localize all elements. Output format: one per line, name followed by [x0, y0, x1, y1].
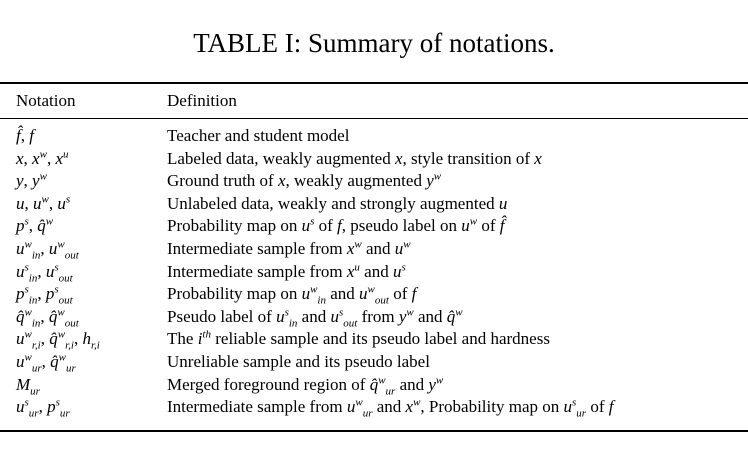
header-rule [0, 118, 748, 119]
definition-cell: Intermediate sample from $x^u$ and $u^s$ [167, 260, 406, 281]
table-row [0, 262, 748, 285]
notation-cell: y, $y^w$ [16, 170, 47, 191]
notation-cell: $p^s_{in}$, $p^s_{out}$ [16, 283, 73, 307]
table-row [0, 216, 748, 239]
definition-cell: Unlabeled data, weakly and strongly augmented u [167, 193, 508, 213]
notation-table-body [0, 126, 748, 420]
notation-cell: u, $u^w$, $u^s$ [16, 193, 71, 213]
notation-cell: q̂$^w_{in}$, q̂$^w_{out}$ [16, 306, 79, 330]
definition-cell: Intermediate sample from $u^w_{ur}$ and $x^w$, Probability map on $u^s_{ur}$ of f [167, 396, 614, 420]
notation-cell: $u^s_{ur}$, $p^s_{ur}$ [16, 396, 70, 420]
notation-cell: $M_{ur}$ [16, 374, 40, 397]
table-row [0, 284, 748, 307]
bottom-rule [0, 430, 748, 432]
notation-cell: $u^w_{r,i}$, q̂$^w_{r,i}$, $h_{r,i}$ [16, 328, 100, 352]
definition-cell: Labeled data, weakly augmented x, style transition of x [167, 148, 542, 168]
table-row [0, 352, 748, 375]
notation-cell: $u^w_{in}$, $u^w_{out}$ [16, 238, 79, 262]
definition-cell: The $i^{th}$ reliable sample and its pseudo label and hardness [167, 328, 550, 349]
notation-header: Notation [16, 91, 76, 110]
table-row [0, 194, 748, 217]
definition-cell: Teacher and student model [167, 126, 350, 145]
table-row [0, 149, 748, 172]
definition-cell: Merged foreground region of q̂$^w_{ur}$ and $y^w$ [167, 373, 444, 397]
definition-cell: Unreliable sample and its pseudo label [167, 351, 430, 371]
notation-cell: f̂, f [16, 126, 34, 145]
table-row [0, 307, 748, 330]
table-row [0, 239, 748, 262]
definition-header: Definition [167, 91, 237, 110]
definition-cell: Probability map on $u^w_{in}$ and $u^w_{out}$ of f [167, 283, 417, 307]
definition-cell: Pseudo label of $u^s_{in}$ and $u^s_{out}$ from $y^w$ and q̂$^w$ [167, 306, 463, 330]
top-rule [0, 82, 748, 84]
table-row [0, 126, 748, 149]
notation-cell: x, $x^w$, $x^u$ [16, 147, 69, 168]
notation-cell: $u^s_{in}$, $u^s_{out}$ [16, 260, 73, 284]
definition-cell: Intermediate sample from $x^w$ and $u^w$ [167, 238, 411, 258]
table-row [0, 329, 748, 352]
table-row [0, 397, 748, 420]
notation-cell: $p^s$, q̂$^w$ [16, 215, 54, 236]
table-row [0, 375, 748, 398]
table-row [0, 171, 748, 194]
notation-cell: $u^w_{ur}$, q̂$^w_{ur}$ [16, 351, 76, 375]
definition-cell: Probability map on $u^s$ of f, pseudo label on $u^w$ of f̂ [167, 215, 505, 236]
definition-cell: Ground truth of x, weakly augmented $y^w$ [167, 170, 442, 191]
table-caption: TABLE I: Summary of notations. [193, 28, 555, 58]
